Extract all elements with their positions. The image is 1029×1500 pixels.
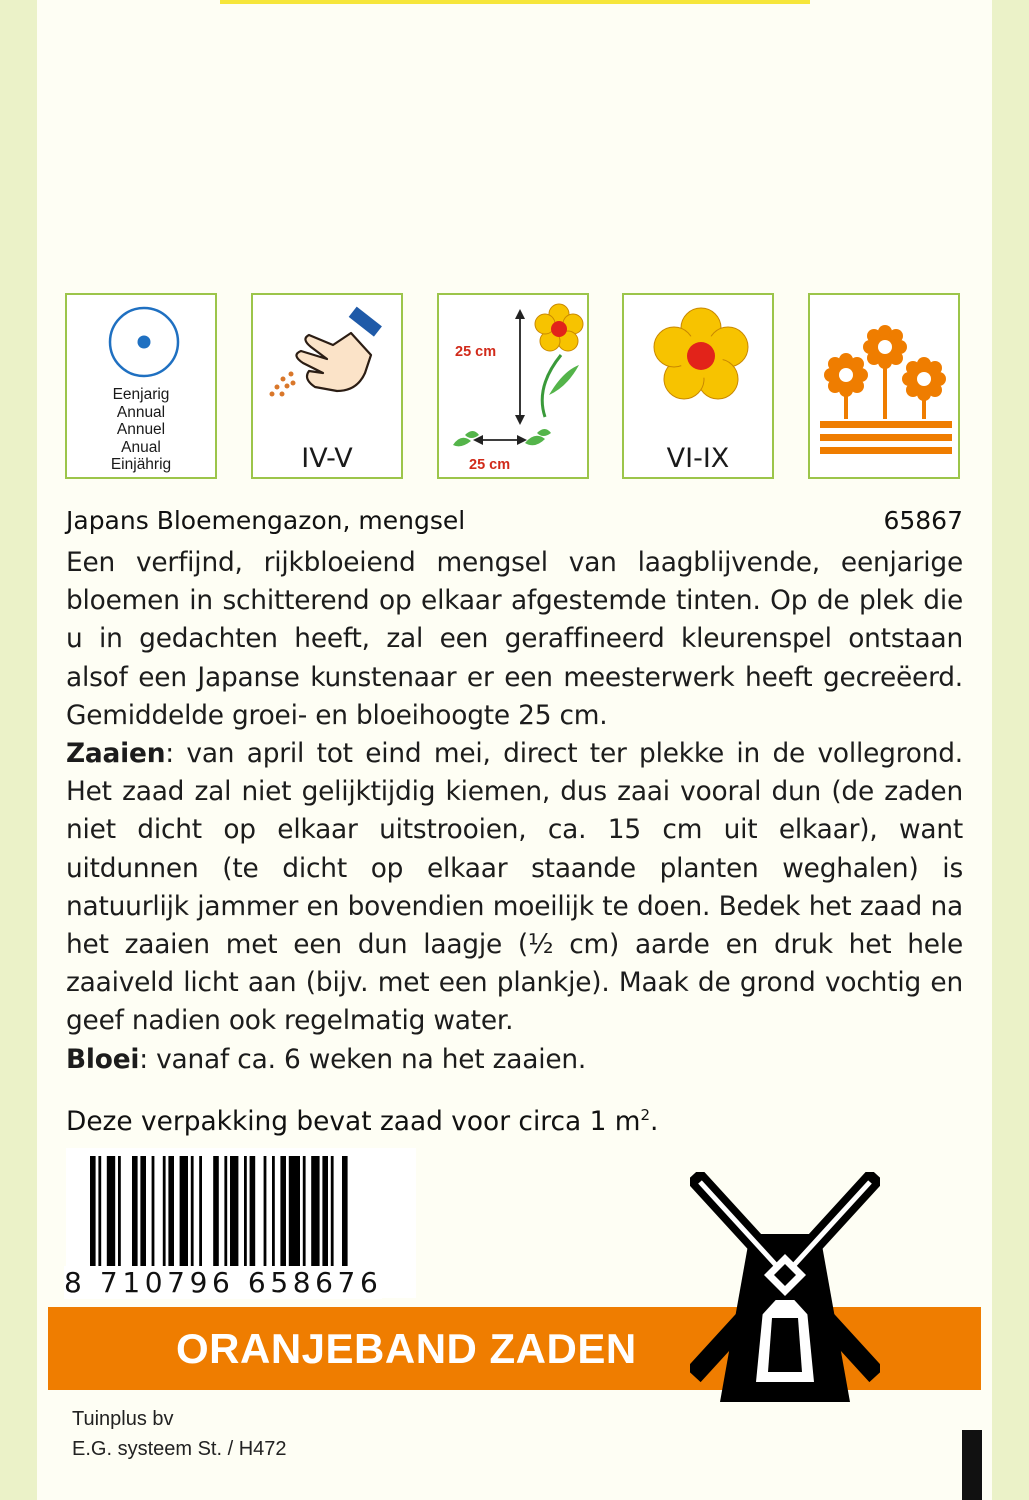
sowing-text: : van april tot eind mei, direct ter plekke in de vollegrond. Het zaad zal niet gelijktijdig kiemen, dus zaai vooral dun (de zaden niet dicht op elkaar uitstrooien, ca. 15 cm uit elkaar), want uitdunnen (te dicht op elkaar staande planten weghalen) is natuurlijk jammer en bovendien moeilijk te doen. Bedek het zaad na het zaaien met een dun laagje (½ cm) aarde en druk het hele zaaiveld licht aan (bijv. met een plankje). Maak de grond vochtig en geef nadien ook regelmatig water. [66, 738, 963, 1037]
product-description [66, 544, 963, 1079]
brand-name: ORANJEBAND ZADEN [176, 1325, 637, 1372]
windmill-logo-icon [690, 1172, 880, 1402]
top-yellow-band [220, 0, 810, 4]
height-label: 25 cm [455, 344, 497, 360]
flower-bed-icon [810, 295, 962, 481]
cycle-label-nl: Eenjarig [112, 386, 170, 403]
sowing-period-label: IV-V [301, 443, 353, 474]
annual-cycle-icon-box [65, 293, 217, 479]
product-name: Japans Bloemengazon, mengsel [66, 506, 466, 535]
contents-superscript: 2 [640, 1106, 651, 1125]
sowing-icon-box [251, 293, 403, 479]
annual-cycle-labels [67, 386, 215, 474]
barcode-digits: 8 710796 658676 [64, 1266, 383, 1299]
cycle-label-en: Annual [116, 403, 166, 421]
company-info [72, 1404, 287, 1464]
contents-suffix: . [650, 1106, 659, 1137]
description-intro: Een verfijnd, rijkbloeiend mengsel van laagblijvende, eenjarige bloemen in schitterend op elkaar afgestemde tinten. Op de plek die u in gedachten heeft, zal een geraffineerd kleurenspel ontstaan alsof een Japanse kunstenaar er een meesterwerk heeft gecreëerd. Gemiddelde groei- en bloeihoogte 25 cm. [66, 547, 963, 731]
plant-spacing-icon [439, 295, 591, 481]
bloom-paragraph [66, 1041, 963, 1079]
bed-flower-left [824, 353, 868, 397]
certification-code: E.G. systeem St. / H472 [72, 1438, 287, 1460]
product-title-row [66, 506, 963, 542]
sowing-heading: Zaaien [66, 738, 166, 770]
width-label: 25 cm [469, 457, 511, 473]
package-contents [66, 1106, 658, 1137]
company-name: Tuinplus bv [72, 1408, 174, 1430]
bed-flower-right [902, 357, 946, 401]
cycle-label-fr: Annuel [116, 421, 166, 438]
flowering-period-label: VI-IX [666, 443, 730, 474]
bloom-text: : vanaf ca. 6 weken na het zaaien. [139, 1043, 587, 1075]
flower-bed-icon-box [808, 293, 960, 479]
print-mark [962, 1430, 982, 1500]
spacing-icon-box [437, 293, 589, 479]
bloom-heading: Bloei [66, 1043, 140, 1075]
cycle-label-de: Einjährig [110, 456, 172, 473]
contents-text: Deze verpakking bevat zaad voor circa 1 m [66, 1106, 641, 1137]
bed-flower-middle [863, 325, 907, 369]
product-code: 65867 [883, 506, 963, 535]
sowing-paragraph [66, 735, 963, 1041]
flowering-icon-box [622, 293, 774, 479]
cycle-label-es: Anual [121, 438, 161, 456]
